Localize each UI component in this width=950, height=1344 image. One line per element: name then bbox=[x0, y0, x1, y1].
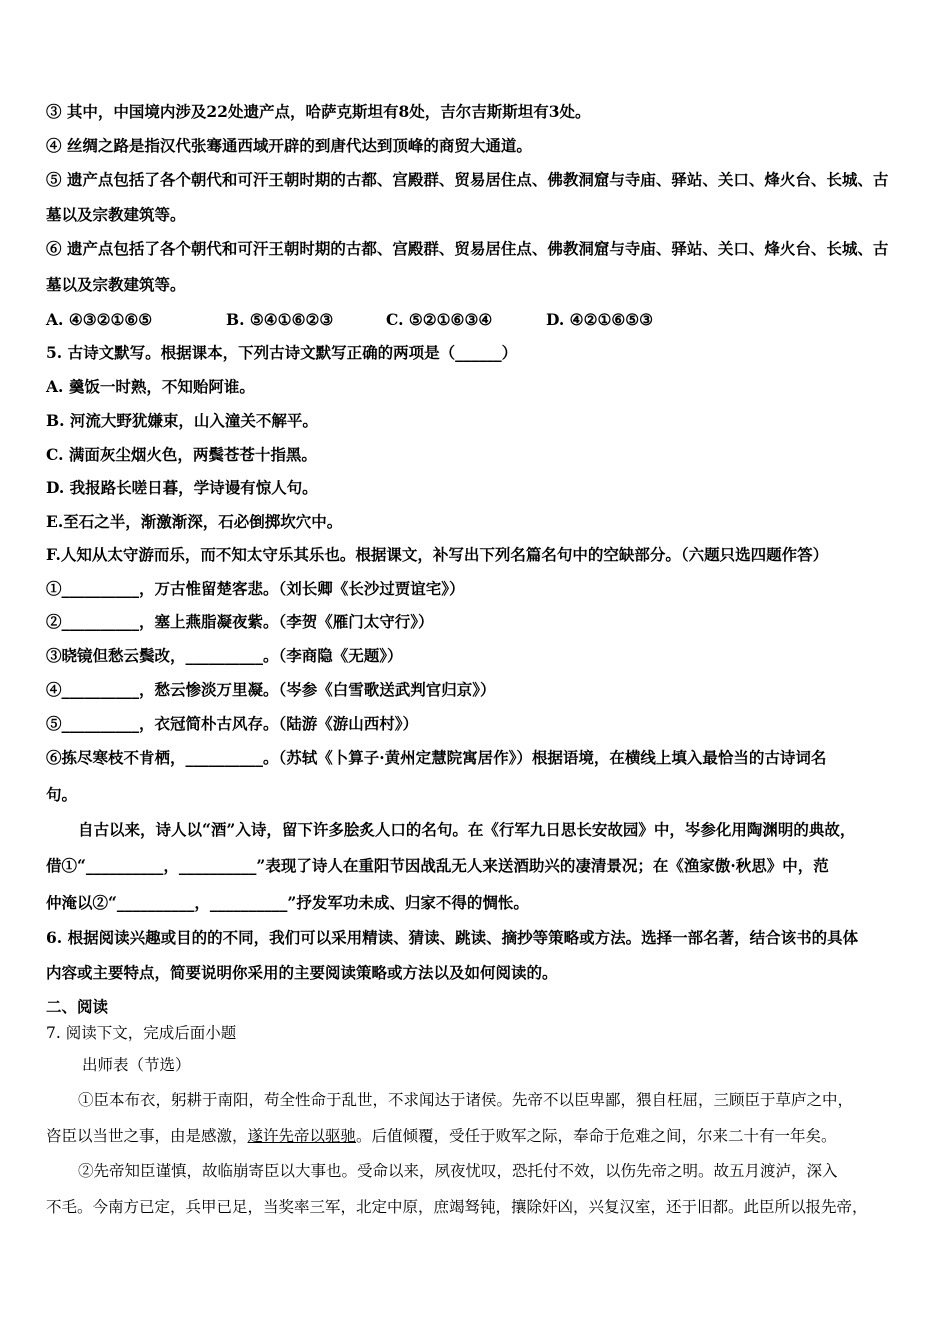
q5-stem: 5. 古诗文默写。根据课本，下列古诗文默写正确的两项是（______） bbox=[46, 343, 518, 362]
q4-choice-c[interactable]: C. ⑤②①⑥③④ bbox=[386, 310, 493, 329]
passage-p1-line2-b: 。后值倾覆，受任于败军之际，奉命于危难之间，尔来二十有一年矣。 bbox=[356, 1127, 837, 1145]
fill-blank-3[interactable]: ③晓镜但愁云鬓改，__________。（李商隐《无题》） bbox=[46, 646, 403, 665]
underlined-phrase: 遂许先帝以驱驰 bbox=[247, 1127, 357, 1145]
fill-blank-1[interactable]: ①__________，万古惟留楚客悲。（刘长卿《长沙过贾谊宅》） bbox=[46, 579, 465, 598]
passage-p1-line2-a: 咨臣以当世之事，由是感激， bbox=[46, 1127, 248, 1145]
q4-item-5-line1: ⑤ 遗产点包括了各个朝代和可汗王朝时期的古都、宫殿群、贸易居住点、佛教洞窟与寺庙、驿站、关口、烽火台、长城、古 bbox=[46, 170, 889, 189]
q5-option-b[interactable]: B. 河流大野犹嫌束，山入潼关不解平。 bbox=[46, 411, 318, 430]
context-line-1: 自古以来，诗人以“酒”入诗，留下许多脍炙人口的名句。在《行军九日思长安故园》中，岑参化用陶渊明的典故， bbox=[78, 820, 856, 839]
q6-line-2: 内容或主要特点，简要说明你采用的主要阅读策略或方法以及如何阅读的。 bbox=[46, 963, 558, 982]
q5-option-d[interactable]: D. 我报路长嗟日暮，学诗谩有惊人句。 bbox=[46, 478, 318, 497]
passage-p2-line1: ②先帝知臣谨慎，故临崩寄臣以大事也。受命以来，夙夜忧叹，恐托付不效，以伤先帝之明。故五月渡泸，深入 bbox=[78, 1162, 838, 1180]
q4-choice-d[interactable]: D. ④②①⑥⑤③ bbox=[546, 310, 654, 329]
context-line-2[interactable]: 借①“__________，__________”表现了诗人在重阳节因战乱无人来送酒助兴的凄清景况；在《渔家傲·秋思》中，范 bbox=[46, 856, 829, 875]
passage-p2-line2: 不毛。今南方已定，兵甲已足，当奖率三军，北定中原，庶竭驽钝，攘除奸凶，兴复汉室，还于旧都。此臣所以报先帝， bbox=[46, 1198, 868, 1216]
fill-blank-2[interactable]: ②__________，塞上燕脂凝夜紫。（李贺《雁门太守行》） bbox=[46, 612, 434, 631]
q4-item-6-line1: ⑥ 遗产点包括了各个朝代和可汗王朝时期的古都、宫殿群、贸易居住点、佛教洞窟与寺庙、驿站、关口、烽火台、长城、古 bbox=[46, 239, 889, 258]
q7-stem: 7. 阅读下文，完成后面小题 bbox=[46, 1024, 237, 1042]
fill-blank-6-cont: 句。 bbox=[46, 785, 78, 804]
context-line-3[interactable]: 仲淹以②“__________，__________”抒发军功未成、归家不得的惆怅。 bbox=[46, 893, 529, 912]
q5-option-a[interactable]: A. 羹饭一时熟，不知贻阿谁。 bbox=[46, 377, 255, 396]
q4-choice-a[interactable]: A. ④③②①⑥⑤ bbox=[46, 310, 153, 329]
q5-option-e[interactable]: E.至石之半，渐激渐深，石必倒掷坎穴中。 bbox=[46, 512, 343, 531]
section-heading-reading: 二、阅读 bbox=[46, 997, 109, 1016]
passage-p1-line1: ①臣本布衣，躬耕于南阳，苟全性命于乱世，不求闻达于诸侯。先帝不以臣卑鄙，猥自枉屈，三顾臣于草庐之中， bbox=[78, 1091, 854, 1109]
passage-title: 出师表（节选） bbox=[82, 1056, 191, 1074]
q4-item-6-line2: 墓以及宗教建筑等。 bbox=[46, 275, 186, 294]
q6-line-1: 6. 根据阅读兴趣或目的的不同，我们可以采用精读、猜读、跳读、摘抄等策略或方法。选择一部名著，结合该书的具体 bbox=[46, 928, 859, 947]
q4-choice-b[interactable]: B. ⑤④①⑥②③ bbox=[226, 310, 334, 329]
q4-item-3: ③ 其中，中国境内涉及22处遗产点，哈萨克斯坦有8处，吉尔吉斯斯坦有3处。 bbox=[46, 102, 591, 121]
q4-item-5-line2: 墓以及宗教建筑等。 bbox=[46, 205, 186, 224]
passage-p1-line2 bbox=[46, 1125, 916, 1147]
fill-blank-4[interactable]: ④__________，愁云惨淡万里凝。（岑参《白雪歌送武判官归京》） bbox=[46, 680, 496, 699]
fill-blank-5[interactable]: ⑤__________，衣冠简朴古风存。（陆游《游山西村》） bbox=[46, 714, 419, 733]
q5-option-f[interactable]: F.人知从太守游而乐，而不知太守乐其乐也。根据课文，补写出下列名篇名句中的空缺部分。（六题只选四题作答） bbox=[46, 545, 829, 564]
q5-option-c[interactable]: C. 满面灰尘烟火色，两鬓苍苍十指黑。 bbox=[46, 445, 317, 464]
q4-choices bbox=[46, 309, 916, 331]
fill-blank-6[interactable]: ⑥拣尽寒枝不肯栖，__________。（苏轼《卜算子·黄州定慧院寓居作》）根据语境，在横线上填入最恰当的古诗词名 bbox=[46, 748, 827, 767]
q4-item-4: ④ 丝绸之路是指汉代张骞通西域开辟的到唐代达到顶峰的商贸大通道。 bbox=[46, 136, 532, 155]
